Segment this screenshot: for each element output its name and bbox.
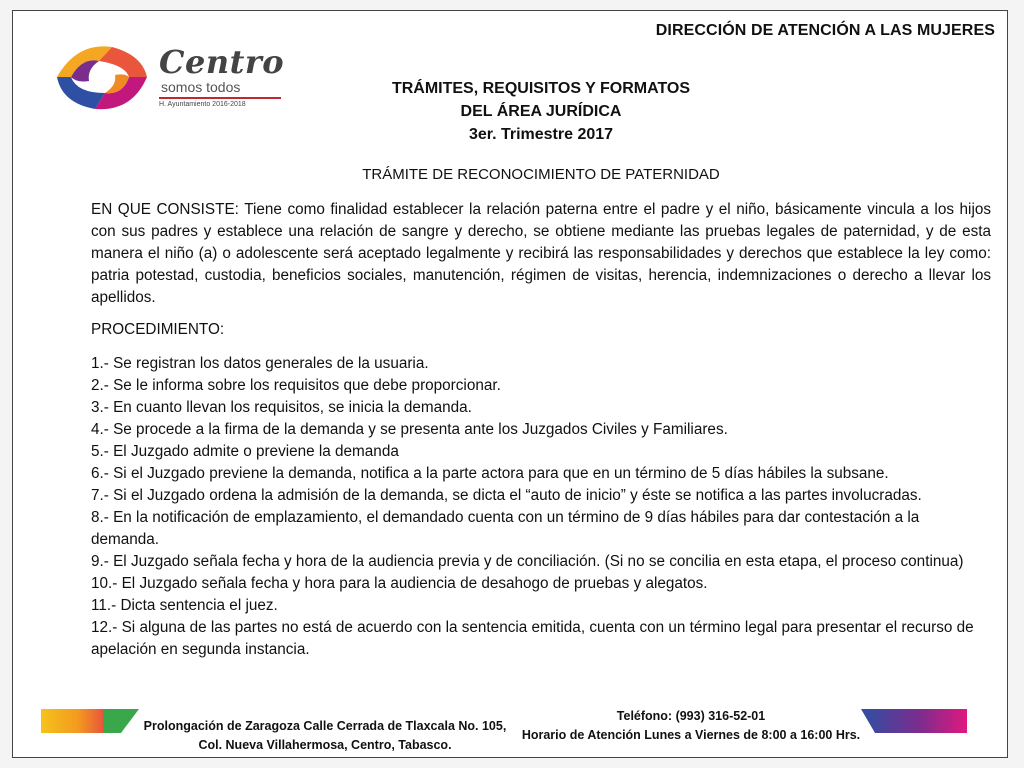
document-page (12, 10, 1008, 758)
step-item: 7.- Si el Juzgado ordena la admisión de la demanda, se dicta el “auto de inicio” y éste se notifica a las partes involucradas. (91, 487, 922, 504)
logo-tagline: somos todos (161, 79, 241, 95)
address-line-2: Col. Nueva Villahermosa, Centro, Tabasco. (198, 738, 452, 752)
step-item: 5.- El Juzgado admite o previene la demanda (91, 443, 399, 460)
procedure-label: PROCEDIMIENTO: (91, 321, 225, 338)
title-line-2: DEL ÁREA JURÍDICA (460, 103, 622, 120)
logo-wordmark: Centro (159, 43, 285, 81)
department-header: DIRECCIÓN DE ATENCIÓN A LAS MUJERES (655, 22, 995, 39)
description-paragraph: EN QUE CONSISTE: Tiene como finalidad establecer la relación paterna entre el padre y el niño, básicamente vincula a los hijos con sus padres y establece una relación de sangre y derecho, se obtiene mediante las pruebas legales de paternidad, y de esta manera el niño (a) o adolescente será aceptado legalmente y recibirá las responsabilidades y derechos que establece la ley como: patria potestad, custodia, beneficios sociales, manutención, régimen de visitas, herencia, indemnizaciones o derecho a llevar los apellidos. (91, 201, 991, 306)
step-item: 6.- Si el Juzgado previene la demanda, notifica a la parte actora para que en un término de 5 días hábiles la subsane. (91, 465, 889, 482)
step-item: 4.- Se procede a la firma de la demanda y se presenta ante los Juzgados Civiles y Familiares. (91, 421, 728, 438)
page-title (13, 77, 1009, 146)
title-line-1: TRÁMITES, REQUISITOS Y FORMATOS (391, 80, 691, 97)
step-item: 2.- Se le informa sobre los requisitos que debe proporcionar. (91, 377, 501, 394)
address-line-1: Prolongación de Zaragoza Calle Cerrada de Tlaxcala No. 105, (143, 719, 507, 733)
footer-decoration-right (861, 709, 967, 733)
step-item: 1.- Se registran los datos generales de la usuaria. (91, 355, 429, 372)
phone-number: Teléfono: (993) 316-52-01 (616, 709, 766, 723)
procedure-steps (91, 353, 991, 661)
step-item: 8.- En la notificación de emplazamiento, el demandado cuenta con un término de 9 días hábiles para dar contestación a la demanda. (91, 509, 920, 548)
step-item: 9.- El Juzgado señala fecha y hora de la audiencia previa y de conciliación. (Si no se concilia en esta etapa, el proceso continua) (91, 553, 964, 570)
logo-administration: H. Ayuntamiento 2016-2018 (159, 101, 246, 108)
step-item: 11.- Dicta sentencia el juez. (91, 597, 278, 614)
procedure-name: TRÁMITE DE RECONOCIMIENTO DE PATERNIDAD (362, 166, 720, 183)
footer-contact (511, 707, 871, 745)
step-item: 12.- Si alguna de las partes no está de acuerdo con la sentencia emitida, cuenta con un término legal para presentar el recurso de apelación en segunda instancia. (91, 619, 974, 658)
footer-address (125, 717, 525, 755)
step-item: 10.- El Juzgado señala fecha y hora para la audiencia de desahogo de pruebas y alegatos. (91, 575, 708, 592)
office-hours: Horario de Atención Lunes a Viernes de 8:00 a 16:00 Hrs. (521, 728, 861, 742)
title-line-3: 3er. Trimestre 2017 (468, 126, 614, 143)
step-item: 3.- En cuanto llevan los requisitos, se inicia la demanda. (91, 399, 472, 416)
